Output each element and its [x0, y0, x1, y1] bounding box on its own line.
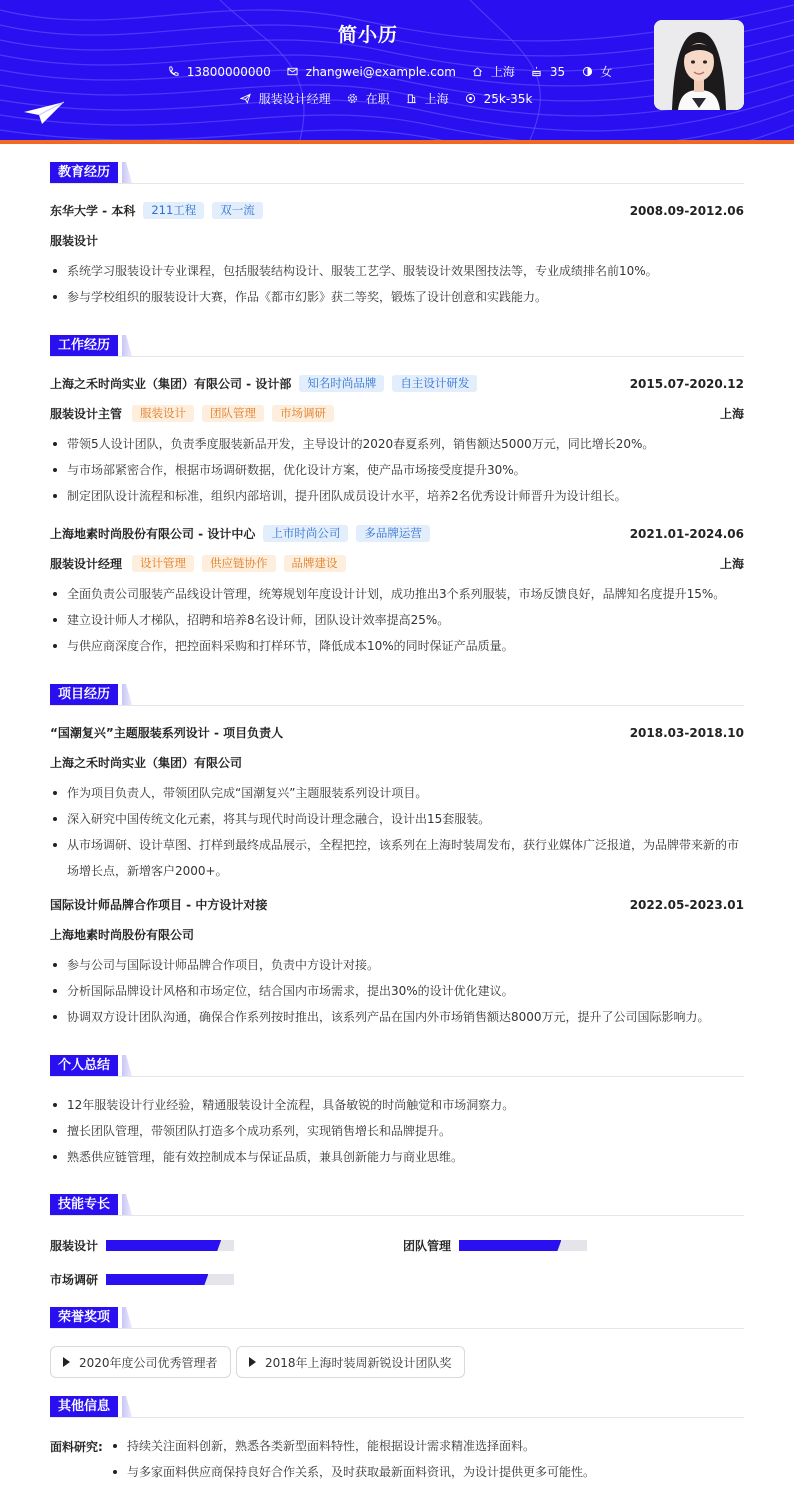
award-name: 2018年上海时装周新锐设计团队奖 [265, 1355, 452, 1370]
education-section [50, 162, 744, 304]
job-entry-2 [50, 525, 744, 542]
section-title: 个人总结 [50, 1055, 118, 1076]
job-role-row [50, 555, 744, 572]
resume-header [0, 0, 794, 140]
skill-bar [106, 1274, 234, 1285]
list-item: 系统学习服装设计专业课程，包括服装结构设计、服装工艺学、服装设计效果图技法等，专业成绩排名前10%。 [50, 258, 744, 284]
work-section [50, 335, 744, 653]
skill-bar-fill [459, 1240, 561, 1251]
status-info [347, 90, 390, 107]
job-target-info [240, 90, 331, 107]
section-title-tail [122, 1396, 132, 1417]
gender-info [581, 63, 612, 80]
age-info [531, 65, 565, 79]
skill-label: 市场调研 [50, 1273, 99, 1287]
section-title-tail [122, 335, 132, 356]
email-text: zhangwei@example.com [305, 64, 456, 79]
award-card [236, 1346, 465, 1378]
section-title-tail [122, 684, 132, 705]
job-target-text: 服装设计经理 [258, 92, 331, 106]
skills-section [50, 1194, 744, 1287]
role-tag: 团队管理 [202, 405, 264, 422]
company-tag: 知名时尚品牌 [299, 375, 384, 392]
projects-section [50, 684, 744, 1024]
job-intent-row [36, 90, 736, 107]
project-org-row [50, 926, 744, 943]
mail-icon [287, 66, 299, 78]
list-item: 擅长团队管理，带领团队打造多个成功系列，实现销售增长和品牌提升。 [50, 1118, 744, 1144]
skill-item [50, 1237, 234, 1254]
section-title-tail [122, 1307, 132, 1328]
skills-heading [50, 1194, 744, 1216]
phone-icon [168, 66, 180, 78]
project-date: 2022.05-2023.01 [629, 897, 744, 912]
list-item: 作为项目负责人，带领团队完成“国潮复兴”主题服装系列设计项目。 [50, 780, 744, 806]
list-item: 熟悉供应链管理，能有效控制成本与保证品质，兼具创新能力与商业思维。 [50, 1144, 744, 1170]
awards-section [50, 1307, 744, 1370]
building-icon [406, 93, 418, 105]
project-org-row [50, 754, 744, 771]
section-title-tail [122, 1194, 132, 1215]
section-title: 其他信息 [50, 1396, 118, 1417]
list-item: 协调双方设计团队沟通，确保合作系列按时推出，该系列产品在国内外市场销售额达8000万元，提升了公司国际影响力。 [50, 1004, 744, 1030]
profile-photo [654, 20, 744, 110]
major-row [50, 232, 744, 249]
list-item: 持续关注面料创新，熟悉各类新型面料特性，能根据设计需求精准选择面料。 [110, 1433, 744, 1459]
job-date: 2021.01-2024.06 [629, 526, 744, 541]
section-title: 工作经历 [50, 335, 118, 356]
play-triangle-icon [249, 1357, 256, 1367]
award-name: 2020年度公司优秀管理者 [79, 1355, 218, 1370]
company-tag: 多品牌运营 [356, 525, 430, 542]
role-tag: 供应链协作 [202, 555, 276, 572]
job-date: 2015.07-2020.12 [629, 376, 744, 391]
job-role-row [50, 405, 744, 422]
section-title-tail [122, 1055, 132, 1076]
project-name: 国际设计师品牌合作项目 - 中方设计对接 [50, 898, 268, 912]
award-card [50, 1346, 231, 1378]
list-item: 建立设计师人才梯队，招聘和培养8名设计师，团队设计效率提高25%。 [50, 607, 744, 633]
major-name: 服装设计 [50, 234, 99, 248]
paper-plane-icon [24, 100, 64, 124]
skill-bar-fill [106, 1274, 208, 1285]
other-heading [50, 1396, 744, 1418]
role-tag: 市场调研 [272, 405, 334, 422]
company-tag: 自主设计研发 [392, 375, 477, 392]
project-org: 上海地素时尚股份有限公司 [50, 928, 195, 942]
list-item: 深入研究中国传统文化元素，将其与现代时尚设计理念融合，设计出15套服装。 [50, 806, 744, 832]
company-tag: 上市时尚公司 [263, 525, 348, 542]
skill-label: 团队管理 [403, 1239, 452, 1253]
home-icon [472, 66, 484, 78]
target-city-text: 上海 [424, 92, 449, 106]
target-city-info [406, 90, 449, 107]
company-name: 上海之禾时尚实业（集团）有限公司 - 设计部 [50, 377, 292, 391]
summary-heading [50, 1055, 744, 1077]
city-info [472, 63, 515, 80]
portrait-illustration [654, 20, 744, 110]
list-item: 全面负责公司服装产品线设计管理，统筹规划年度设计计划，成功推出3个系列服装，市场反馈良好，品牌知名度提升15%。 [50, 581, 744, 607]
section-title: 项目经历 [50, 684, 118, 705]
job-role: 服装设计经理 [50, 557, 123, 571]
city-text: 上海 [490, 65, 515, 79]
summary-section [50, 1055, 744, 1164]
section-title-tail [122, 162, 132, 183]
header-accent-stripe [0, 140, 794, 144]
salary-text: 25k-35k [483, 91, 533, 106]
email-info [287, 65, 456, 79]
education-heading [50, 162, 744, 184]
work-heading [50, 335, 744, 357]
phone-text: 13800000000 [186, 64, 271, 79]
section-title: 荣誉奖项 [50, 1307, 118, 1328]
school-name: 东华大学 - 本科 [50, 204, 136, 218]
cake-icon [531, 66, 543, 78]
list-item: 从市场调研、设计草图、打样到最终成品展示，全程把控，该系列在上海时装周发布，获行业媒体广泛报道，为品牌带来新的市场增长点，新增客户2000+。 [50, 832, 744, 884]
skill-bar-fill [106, 1240, 221, 1251]
list-item: 与市场部紧密合作，根据市场调研数据，优化设计方案，使产品市场接受度提升30%。 [50, 457, 744, 483]
gender-text: 女 [600, 65, 613, 79]
job-location: 上海 [719, 407, 744, 421]
salary-info [465, 92, 533, 106]
job-location: 上海 [719, 557, 744, 571]
project-entry-2 [50, 896, 744, 913]
list-item: 参与公司与国际设计师品牌合作项目，负责中方设计对接。 [50, 952, 744, 978]
list-item: 与供应商深度合作，把控面料采购和打样环节，降低成本10%的同时保证产品质量。 [50, 633, 744, 659]
projects-heading [50, 684, 744, 706]
awards-heading [50, 1307, 744, 1329]
list-item: 制定团队设计流程和标准，组织内部培训，提升团队成员设计水平，培养2名优秀设计师晋升为设计组长。 [50, 483, 744, 509]
section-title: 教育经历 [50, 162, 118, 183]
role-tag: 品牌建设 [284, 555, 346, 572]
gender-icon [581, 66, 593, 78]
skill-item [50, 1271, 234, 1288]
other-label: 面料研究: [50, 1439, 103, 1454]
section-title: 技能专长 [50, 1194, 118, 1215]
list-item: 参与学校组织的服装设计大赛，作品《都市幻影》获二等奖，锻炼了设计创意和实践能力。 [50, 284, 744, 310]
job-role: 服装设计主管 [50, 407, 123, 421]
skill-label: 服装设计 [50, 1239, 99, 1253]
education-entry [50, 202, 744, 219]
list-item: 分析国际品牌设计风格和市场定位，结合国内市场需求，提出30%的设计优化建议。 [50, 978, 744, 1004]
other-section [50, 1396, 744, 1479]
list-item: 与多家面料供应商保持良好合作关系，及时获取最新面料资讯，为设计提供更多可能性。 [110, 1459, 744, 1485]
skill-item [403, 1237, 587, 1254]
school-tag: 双一流 [212, 202, 263, 219]
list-item: 12年服装设计行业经验，精通服装设计全流程，具备敏锐的时尚触觉和市场洞察力。 [50, 1092, 744, 1118]
play-triangle-icon [63, 1357, 70, 1367]
candidate-name: 简小历 [337, 24, 398, 46]
send-icon [240, 93, 252, 105]
school-tag: 211工程 [143, 202, 204, 219]
role-tag: 服装设计 [132, 405, 194, 422]
education-date: 2008.09-2012.06 [629, 203, 744, 218]
project-name: “国潮复兴”主题服装系列设计 - 项目负责人 [50, 726, 284, 740]
company-name: 上海地素时尚股份有限公司 - 设计中心 [50, 527, 256, 541]
gear-icon [347, 93, 359, 105]
phone-info [168, 65, 271, 79]
project-entry-1 [50, 724, 744, 741]
project-date: 2018.03-2018.10 [629, 725, 744, 740]
age-text: 35 [549, 64, 566, 79]
list-item: 带领5人设计团队，负责季度服装新品开发，主导设计的2020春夏系列，销售额达5000万元，同比增长20%。 [50, 431, 744, 457]
status-text: 在职 [365, 92, 390, 106]
skill-bar [459, 1240, 587, 1251]
role-tag: 设计管理 [132, 555, 194, 572]
job-entry-1 [50, 375, 744, 392]
project-org: 上海之禾时尚实业（集团）有限公司 [50, 756, 243, 770]
contact-row [40, 63, 740, 80]
skill-bar [106, 1240, 234, 1251]
coin-icon [465, 93, 477, 105]
